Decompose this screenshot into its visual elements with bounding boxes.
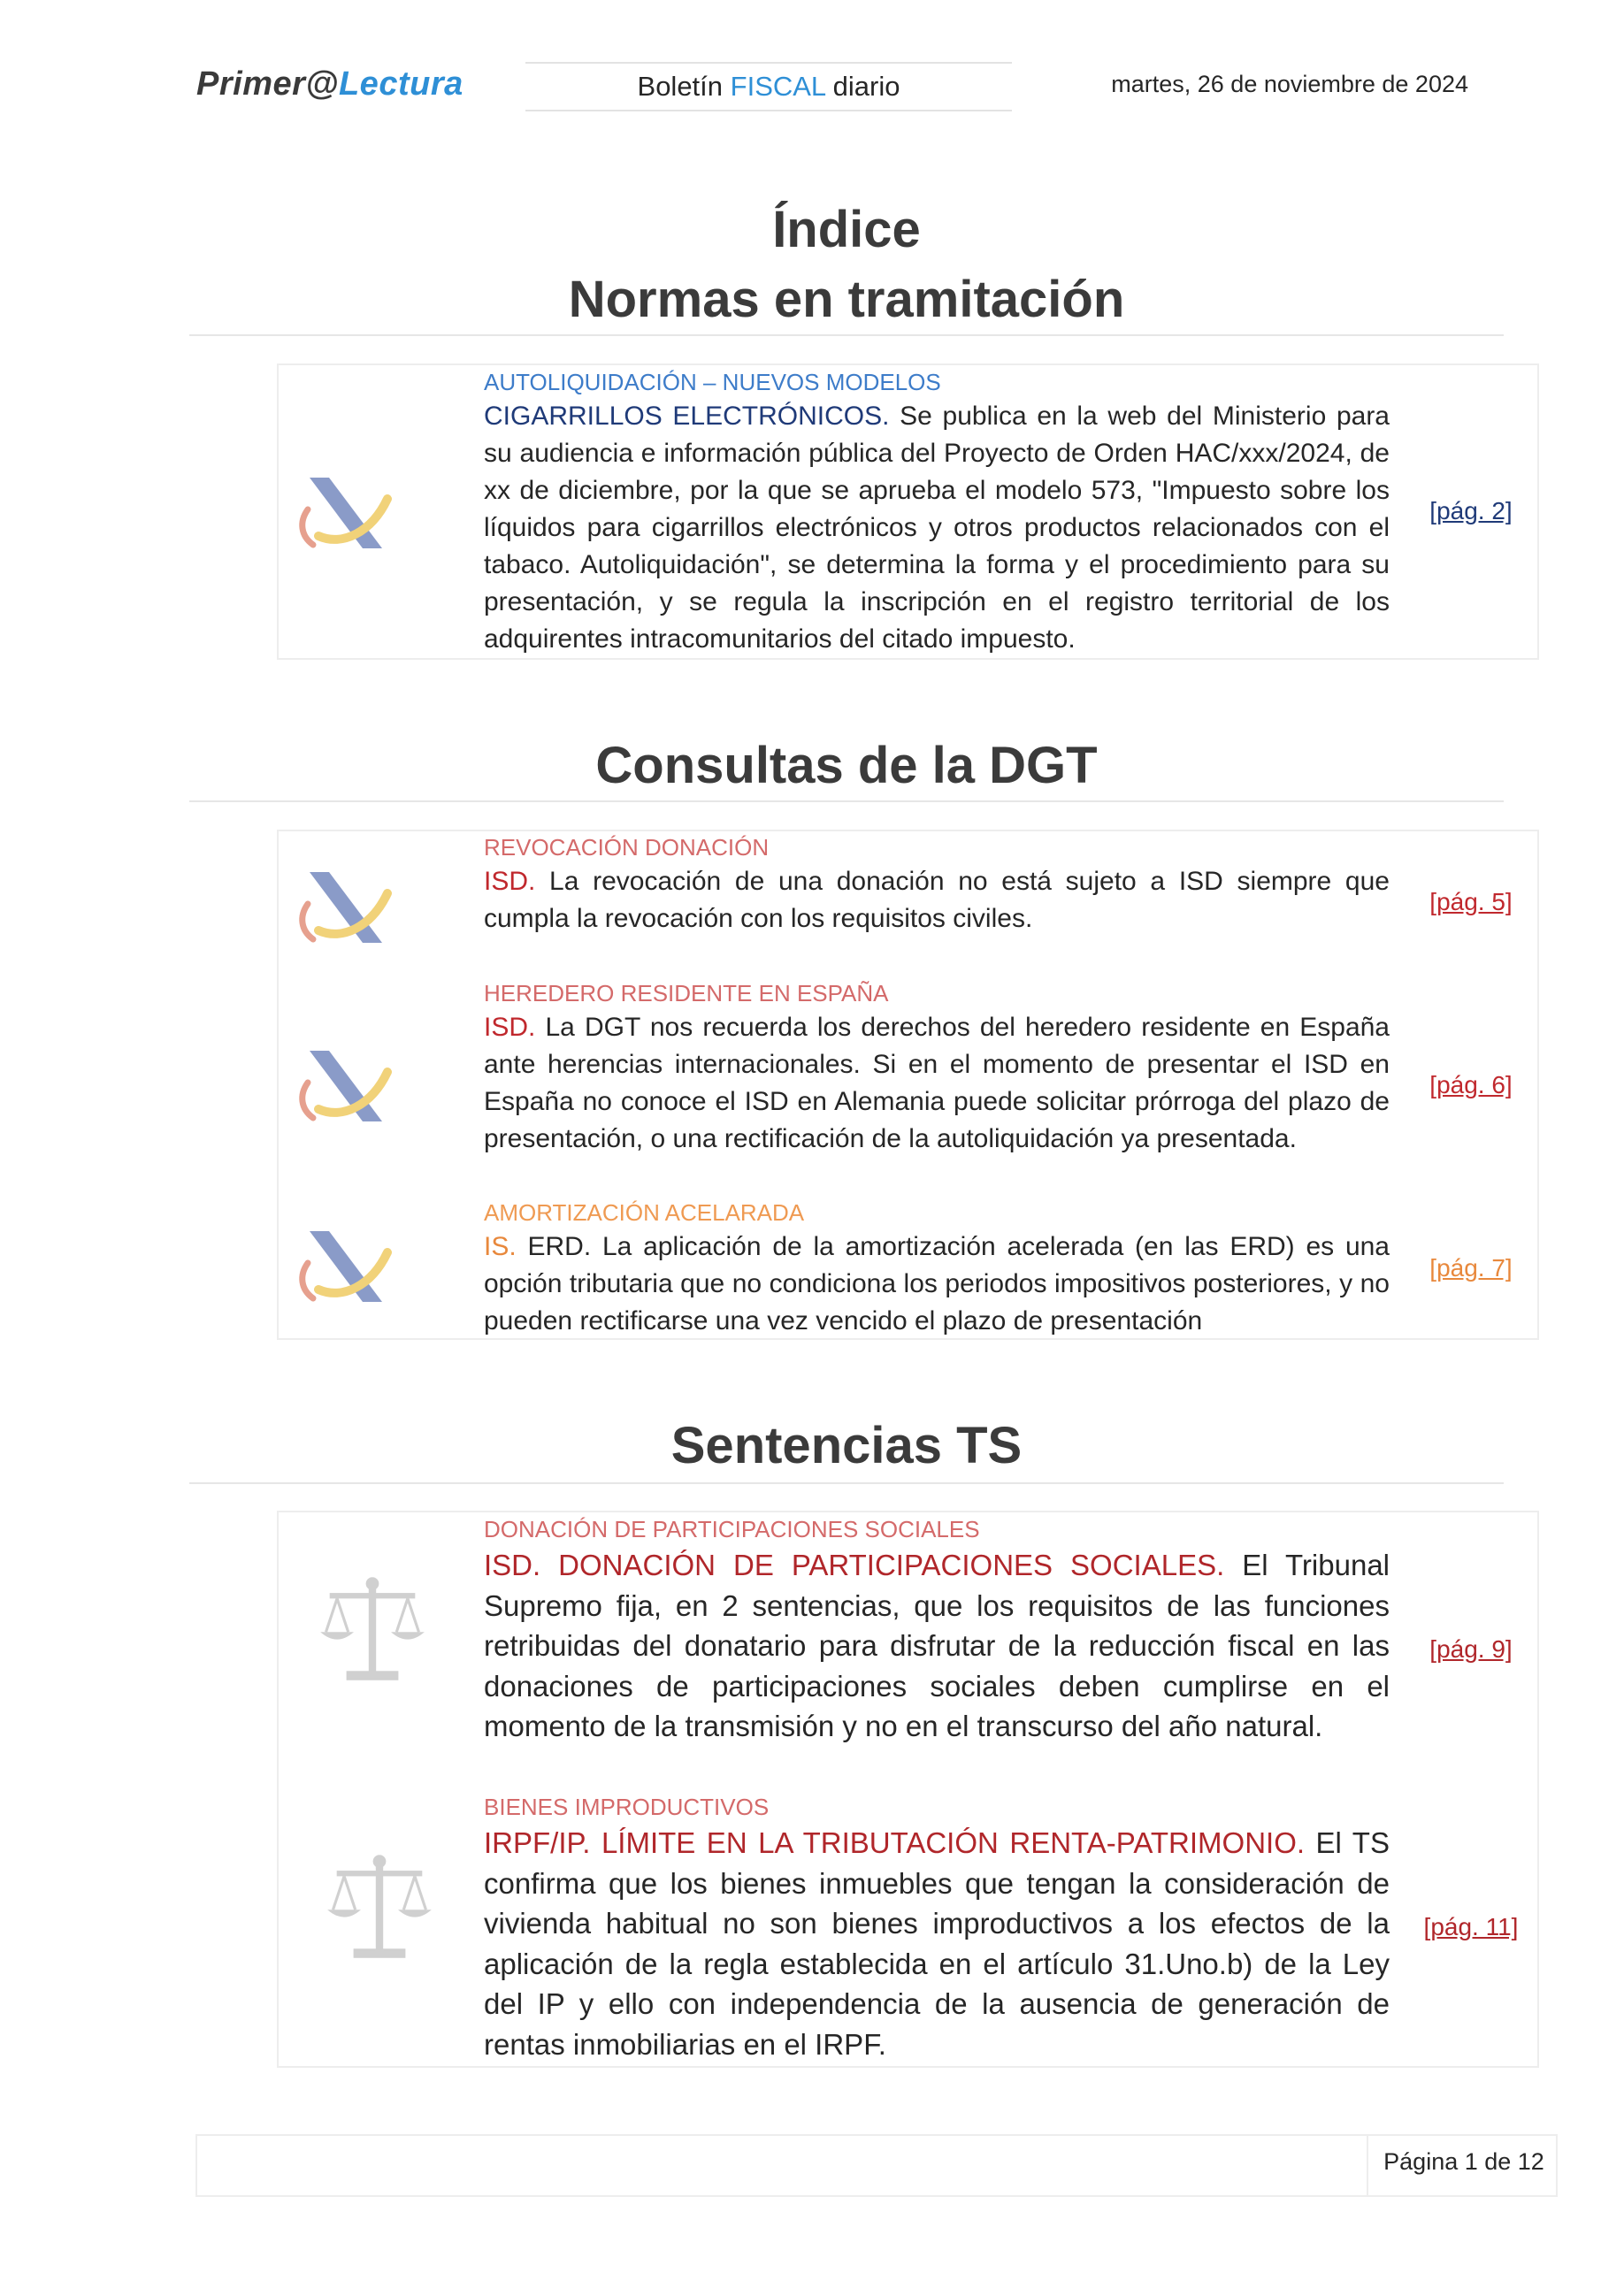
aeat-logo-icon bbox=[294, 460, 400, 566]
page-link[interactable]: [pág. 5] bbox=[1429, 888, 1513, 915]
aeat-logo-icon bbox=[294, 1213, 400, 1320]
section-title-consultas: Consultas de la DGT bbox=[595, 737, 1098, 794]
issue-date: martes, 26 de noviembre de 2024 bbox=[1111, 71, 1468, 97]
list-item bbox=[484, 831, 1390, 938]
entry-lead: ISD. bbox=[484, 1013, 536, 1042]
section-title-normas: Normas en tramitación bbox=[568, 271, 1125, 328]
page-link[interactable]: [pág. 7] bbox=[1429, 1254, 1513, 1282]
list-item bbox=[484, 366, 1390, 658]
entry-text: El Tribunal Supremo fija, en 2 sentencias, que los requisitos de las funciones retribuidas del donatario para disfrutar de la reducción fiscal en las donaciones de participaciones sociales deben cumplirse en el momento de la transmisión y no en el transcurso del año natural. bbox=[484, 1549, 1390, 1742]
footer bbox=[195, 2134, 1558, 2197]
entry-text: Se publica en la web del Ministerio para su audiencia e información pública del Proyecto de Orden HAC/xxx/2024, de xx de diciembre, por la que se aprueba el modelo 573, "Impuesto sobre los líquidos para cigarrillos electrónicos y otros productos relacionados con el tabaco. Autoliquidación", se determina la forma y el procedimiento para su presentación, y se regula la inscripción en el registro territorial de los adquirentes intracomunitarios del citado impuesto. bbox=[484, 402, 1390, 654]
list-item bbox=[484, 977, 1390, 1158]
entry-lead: ISD. DONACIÓN DE PARTICIPACIONES SOCIALES. bbox=[484, 1549, 1225, 1581]
scales-icon bbox=[324, 1850, 435, 1962]
page-link[interactable]: [pág. 2] bbox=[1429, 497, 1513, 524]
page-link[interactable]: [pág. 9] bbox=[1429, 1635, 1513, 1663]
entry-category: AUTOLIQUIDACIÓN – NUEVOS MODELOS bbox=[484, 369, 941, 395]
bulletin-fiscal: FISCAL bbox=[730, 71, 826, 102]
logo bbox=[196, 65, 463, 103]
page-link[interactable]: [pág. 11] bbox=[1423, 1913, 1519, 1940]
entry-category: HEREDERO RESIDENTE EN ESPAÑA bbox=[484, 980, 889, 1006]
entry-lead: IRPF/IP. LÍMITE EN LA TRIBUTACIÓN RENTA-PATRIMONIO. bbox=[484, 1826, 1306, 1859]
entry-lead: IS. bbox=[484, 1232, 517, 1261]
list-item bbox=[484, 1791, 1390, 2064]
scales-icon bbox=[317, 1573, 428, 1684]
index-title: Índice bbox=[772, 201, 921, 258]
entry-category: DONACIÓN DE PARTICIPACIONES SOCIALES bbox=[484, 1516, 980, 1542]
section-rule bbox=[189, 1482, 1504, 1484]
footer-divider bbox=[1367, 2134, 1368, 2197]
page-link[interactable]: [pág. 6] bbox=[1429, 1071, 1513, 1098]
entry-category: BIENES IMPRODUCTIVOS bbox=[484, 1794, 770, 1820]
bulletin-pre: Boletín bbox=[637, 71, 731, 102]
bulletin-post: diario bbox=[825, 71, 900, 102]
entry-text: La DGT nos recuerda los derechos del heredero residente en España ante herencias internacionales. Si en el momento de presentar el ISD en España no conoce el ISD en Alemania puede solicitar prórroga del plazo de presentación, o una rectificación de la autoliquidación ya presentada. bbox=[484, 1013, 1390, 1153]
logo-primer: Primer@ bbox=[196, 65, 339, 103]
list-item bbox=[484, 1197, 1390, 1340]
section-rule bbox=[189, 334, 1504, 336]
section-rule bbox=[189, 800, 1504, 802]
section-title-sentencias: Sentencias TS bbox=[670, 1417, 1023, 1474]
bulletin-title bbox=[525, 62, 1012, 111]
entry-category: REVOCACIÓN DONACIÓN bbox=[484, 834, 770, 861]
aeat-logo-icon bbox=[294, 854, 400, 960]
aeat-logo-icon bbox=[294, 1033, 400, 1139]
list-item bbox=[484, 1513, 1390, 1747]
logo-lectura: Lectura bbox=[338, 65, 463, 103]
entry-lead: ISD. bbox=[484, 867, 536, 896]
entry-lead: CIGARRILLOS ELECTRÓNICOS. bbox=[484, 402, 890, 431]
entry-category: AMORTIZACIÓN ACELARADA bbox=[484, 1199, 805, 1226]
entry-text: La revocación de una donación no está sujeto a ISD siempre que cumpla la revocación con los requisitos civiles. bbox=[484, 867, 1390, 933]
entry-text: ERD. La aplicación de la amortización acelerada (en las ERD) es una opción tributaria que no condiciona los periodos impositivos posteriores, y no pueden rectificarse una vez vencido el plazo de presentación bbox=[484, 1232, 1390, 1336]
page-number: Página 1 de 12 bbox=[1383, 2148, 1544, 2175]
entry-text: El TS confirma que los bienes inmuebles que tengan la consideración de vivienda habitual no son bienes improductivos a los efectos de la aplicación de la regla establecida en el artículo 31.Uno.b) de la Ley del IP y ello con independencia de la ausencia de generación de rentas inmobiliarias en el IRPF. bbox=[484, 1826, 1390, 2061]
